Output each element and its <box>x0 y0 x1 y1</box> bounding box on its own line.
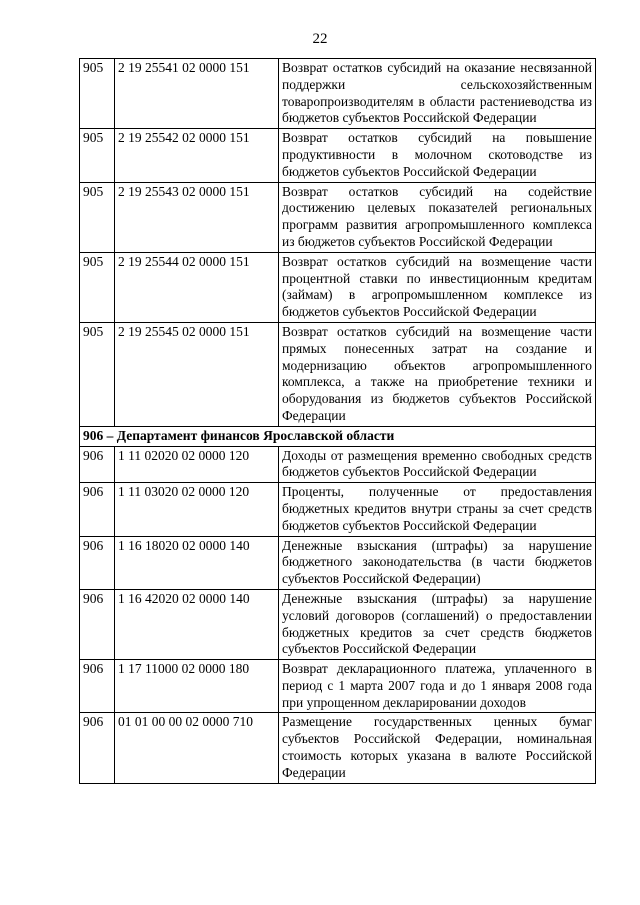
admin-code-cell: 906 <box>80 660 115 713</box>
admin-code-cell: 906 <box>80 589 115 659</box>
table-row <box>80 446 596 483</box>
table-row <box>80 713 596 783</box>
revenue-name-cell: Возврат остатков субсидий на повышение продуктивности в молочном скотоводстве из бюджетов субъектов Российской Федерации <box>279 129 596 182</box>
table-row <box>80 536 596 589</box>
budget-code-cell: 1 17 11000 02 0000 180 <box>115 660 279 713</box>
admin-code-cell: 906 <box>80 483 115 536</box>
section-title: 906 – Департамент финансов Ярославской области <box>80 426 596 446</box>
budget-code-cell: 2 19 25543 02 0000 151 <box>115 182 279 252</box>
table-row <box>80 252 596 322</box>
table-row <box>80 129 596 182</box>
budget-code-cell: 1 16 18020 02 0000 140 <box>115 536 279 589</box>
revenue-name-cell: Возврат остатков субсидий на содействие достижению целевых показателей региональных программ развития агропромышленного комплекса из бюджетов субъектов Российской Федерации <box>279 182 596 252</box>
table-row <box>80 59 596 129</box>
budget-code-cell: 2 19 25541 02 0000 151 <box>115 59 279 129</box>
budget-classification-table <box>79 58 596 784</box>
table-row <box>80 483 596 536</box>
budget-code-cell: 2 19 25545 02 0000 151 <box>115 322 279 426</box>
table-row <box>80 182 596 252</box>
revenue-name-cell: Возврат декларационного платежа, уплаченного в период с 1 марта 2007 года и до 1 января 2008 года при упрощенном декларировании доходов <box>279 660 596 713</box>
budget-code-cell: 2 19 25544 02 0000 151 <box>115 252 279 322</box>
admin-code-cell: 905 <box>80 129 115 182</box>
budget-code-cell: 1 11 02020 02 0000 120 <box>115 446 279 483</box>
budget-code-cell: 1 11 03020 02 0000 120 <box>115 483 279 536</box>
revenue-name-cell: Возврат остатков субсидий на оказание несвязанной поддержки сельскохозяйственным товаропроизводителям в области растениеводства из бюджетов субъектов Российской Федерации <box>279 59 596 129</box>
admin-code-cell: 905 <box>80 322 115 426</box>
revenue-name-cell: Доходы от размещения временно свободных средств бюджетов субъектов Российской Федерации <box>279 446 596 483</box>
budget-code-cell: 01 01 00 00 02 0000 710 <box>115 713 279 783</box>
table-row <box>80 660 596 713</box>
admin-code-cell: 905 <box>80 59 115 129</box>
admin-code-cell: 906 <box>80 446 115 483</box>
revenue-name-cell: Возврат остатков субсидий на возмещение части процентной ставки по инвестиционным кредитам (займам) в агропромышленном комплексе из бюджетов субъектов Российской Федерации <box>279 252 596 322</box>
budget-code-cell: 2 19 25542 02 0000 151 <box>115 129 279 182</box>
admin-code-cell: 906 <box>80 536 115 589</box>
revenue-name-cell: Размещение государственных ценных бумаг субъектов Российской Федерации, номинальная стоимость которых указана в валюте Российской Федерации <box>279 713 596 783</box>
admin-code-cell: 905 <box>80 182 115 252</box>
table-row <box>80 322 596 426</box>
revenue-name-cell: Денежные взыскания (штрафы) за нарушение условий договоров (соглашений) о предоставлении бюджетных кредитов за счет средств бюджетов субъектов Российской Федерации <box>279 589 596 659</box>
table-row <box>80 589 596 659</box>
admin-code-cell: 906 <box>80 713 115 783</box>
revenue-name-cell: Денежные взыскания (штрафы) за нарушение бюджетного законодательства (в части бюджетов субъектов Российской Федерации) <box>279 536 596 589</box>
revenue-name-cell: Проценты, полученные от предоставления бюджетных кредитов внутри страны за счет средств бюджетов субъектов Российской Федерации <box>279 483 596 536</box>
budget-code-cell: 1 16 42020 02 0000 140 <box>115 589 279 659</box>
table-body <box>80 59 596 784</box>
admin-code-cell: 905 <box>80 252 115 322</box>
page-number: 22 <box>312 31 328 47</box>
revenue-name-cell: Возврат остатков субсидий на возмещение части прямых понесенных затрат на создание и модернизацию объектов агропромышленного комплекса, а также на приобретение техники и оборудования из бюджетов субъектов Российской Федерации <box>279 322 596 426</box>
section-header-row <box>80 426 596 446</box>
